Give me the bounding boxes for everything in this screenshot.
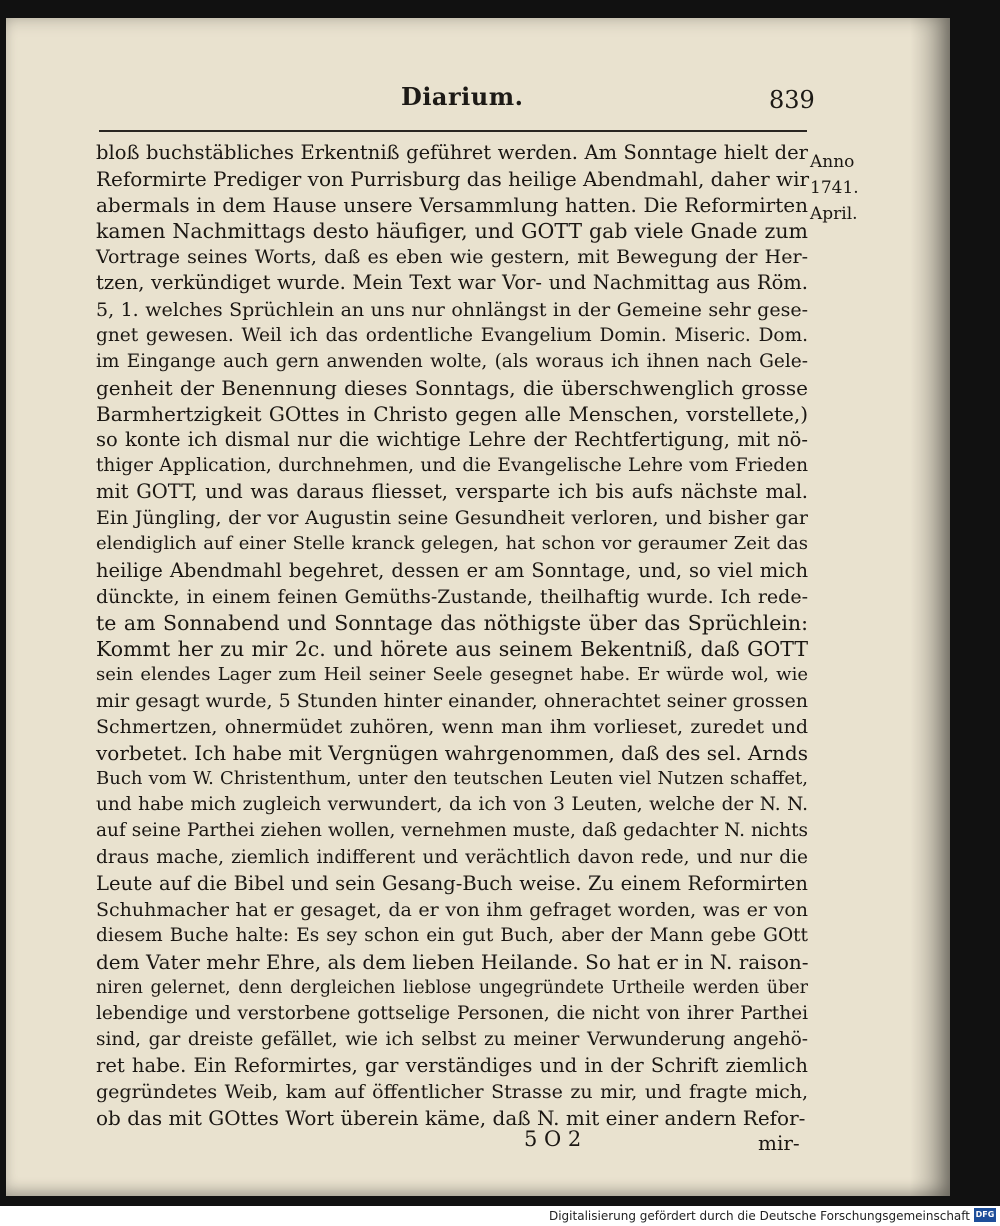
text-line: genheit der Benennung dieses Sonntags, die überschwenglich grosse <box>96 375 808 400</box>
text-line: Schuhmacher hat er gesaget, da er von ihm gefraget worden, was er von <box>96 898 808 921</box>
text-line: ret habe. Ein Reformirtes, gar verständiges und in der Schrift ziemlich <box>96 1054 808 1078</box>
text-line: Reformirte Prediger von Purrisburg das heilige Abendmahl, daher wir <box>96 167 810 192</box>
text-line: heilige Abendmahl begehret, dessen er am Sonntage, und, so viel mich <box>96 558 808 582</box>
funding-credit: Digitalisierung gefördert durch die Deutsche Forschungsgemeinschaft <box>548 1209 970 1223</box>
text-line: mit GOTT, und was daraus fliesset, versparte ich bis aufs nächste mal. <box>96 480 808 504</box>
text-line: Vortrage seines Worts, daß es eben wie gestern, mit Bewegung der Her- <box>96 246 808 269</box>
text-line: gnet gewesen. Weil ich das ordentliche Evangelium Domin. Miseric. Dom. <box>96 324 808 346</box>
catchword: mir- <box>758 1131 800 1155</box>
text-line: und habe mich zugleich verwundert, da ich von 3 Leuten, welche der N. N. <box>96 794 808 816</box>
text-line: niren gelernet, denn dergleichen lieblose ungegründete Urtheile werden über <box>96 978 808 998</box>
text-line: ob das mit GOttes Wort überein käme, daß N. mit einer andern Refor- <box>96 1106 806 1131</box>
margin-note-year-label: Anno <box>810 152 855 172</box>
book-page <box>6 18 950 1196</box>
text-line: Ein Jüngling, der vor Augustin seine Gesundheit verloren, und bisher gar <box>96 507 808 530</box>
text-line: abermals in dem Hause unsere Versammlung hatten. Die Reformirten <box>96 193 808 218</box>
text-line: thiger Application, durchnehmen, und die Evangelische Lehre vom Frieden <box>96 455 808 477</box>
text-line: lebendige und verstorbene gottselige Personen, die nicht von ihrer Parthei <box>96 1003 808 1025</box>
text-line: vorbetet. Ich habe mit Vergnügen wahrgenommen, daß des sel. Arnds <box>96 741 808 766</box>
text-line: Kommt her zu mir 2c. und hörete aus seinem Bekentniß, daß GOTT <box>96 636 808 661</box>
text-line: gegründetes Weib, kam auf öffentlicher Strasse zu mir, und fragte mich, <box>96 1081 808 1104</box>
dfg-logo-icon: DFG <box>974 1208 996 1222</box>
text-line: mir gesagt wurde, 5 Stunden hinter einander, ohnerachtet seiner grossen <box>96 689 809 712</box>
text-line: dem Vater mehr Ehre, als dem lieben Heilande. So hat er in N. raison- <box>96 949 809 974</box>
text-line: so konte ich dismal nur die wichtige Lehre der Rechtfertigung, mit nö- <box>96 428 808 452</box>
text-line: te am Sonnabend und Sonntage das nöthigste über das Sprüchlein: <box>96 610 808 635</box>
text-line: sind, gar dreiste gefället, wie ich selbst zu meiner Verwunderung angehö- <box>96 1029 808 1051</box>
text-line: Schmertzen, ohnermüdet zuhören, wenn man ihm vorlieset, zuredet und <box>96 716 808 739</box>
footer-bar <box>0 1206 1000 1226</box>
text-line: draus mache, ziemlich indifferent und verächtlich davon rede, und nur die <box>96 846 808 868</box>
text-line: diesem Buche halte: Es sey schon ein gut Buch, aber der Mann gebe GOtt <box>96 924 808 946</box>
text-line: dünckte, in einem feinen Gemüths-Zustande, theilhaftig wurde. Ich rede- <box>96 585 808 608</box>
body-text <box>96 140 808 1132</box>
text-line: sein elendes Lager zum Heil seiner Seele gesegnet habe. Er würde wol, wie <box>96 663 808 685</box>
text-line: kamen Nachmittags desto häufiger, und GOTT gab viele Gnade zum <box>96 219 808 244</box>
text-line: bloß buchstäbliches Erkentniß geführet werden. Am Sonntage hielt der <box>96 141 808 164</box>
margin-note-month: April. <box>810 204 858 224</box>
running-title: Diarium. <box>401 82 524 111</box>
text-line: elendiglich auf einer Stelle kranck gelegen, hat schon vor geraumer Zeit das <box>96 533 808 555</box>
text-line: 5, 1. welches Sprüchlein an uns nur ohnlängst in der Gemeine sehr gese- <box>96 298 808 321</box>
text-line: tzen, verkündiget wurde. Mein Text war Vor- und Nachmittag aus Röm. <box>96 271 808 295</box>
page-number: 839 <box>769 86 815 114</box>
header-rule <box>99 130 807 132</box>
text-line: auf seine Parthei ziehen wollen, vernehmen muste, daß gedachter N. nichts <box>96 820 808 842</box>
margin-note-year: 1741. <box>810 178 859 198</box>
signature-mark: 5 O 2 <box>524 1127 582 1151</box>
text-line: Leute auf die Bibel und sein Gesang-Buch weise. Zu einem Reformirten <box>96 871 808 895</box>
text-line: im Eingange auch gern anwenden wolte, (als woraus ich ihnen nach Gele- <box>96 350 808 372</box>
text-line: Barmhertzigkeit GOttes in Christo gegen alle Menschen, vorstellete,) <box>96 401 808 426</box>
text-line: Buch vom W. Christenthum, unter den teutschen Leuten viel Nutzen schaffet, <box>96 768 808 790</box>
